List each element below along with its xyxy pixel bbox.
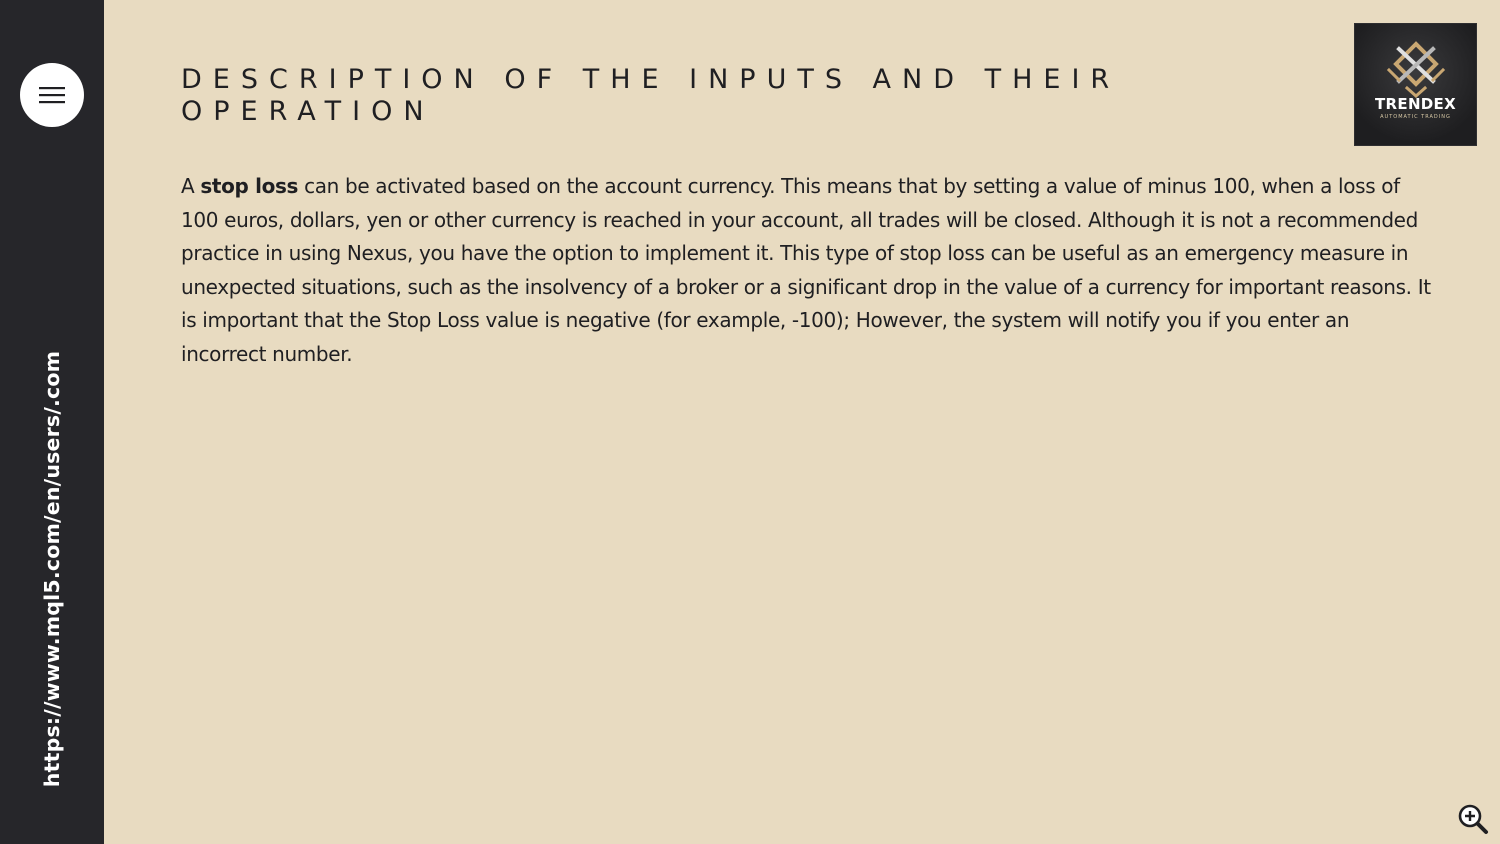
trendex-logo [1354, 23, 1477, 146]
sidebar [0, 0, 104, 844]
zoom-in-button[interactable] [1457, 803, 1489, 835]
description-paragraph [181, 170, 1431, 372]
menu-button[interactable] [20, 63, 84, 127]
sidebar-url-link[interactable]: https://www.mql5.com/en/users/.com [40, 350, 64, 788]
paragraph-body: can be activated based on the account currency. This means that by setting a value of minus 100, when a loss of 100 euros, dollars, yen or other currency is reached in your account, all trades will be closed. Although it is not a recommended practice in using Nexus, you have the option to implement it. This type of stop loss can be useful as an emergency measure in unexpected situations, such as the insolvency of a broker or a significant drop in the value of a currency for important reasons. It is important that the Stop Loss value is negative (for example, -100); However, the system will notify you if you enter an incorrect number. [181, 174, 1431, 366]
zoom-in-icon [1457, 803, 1489, 835]
logo-tagline: AUTOMATIC TRADING [1380, 114, 1451, 120]
page-title: DESCRIPTION OF THE INPUTS AND THEIR OPERATION [181, 64, 1121, 127]
logo-emblem-icon [1355, 24, 1478, 147]
paragraph-lead: A [181, 174, 201, 198]
logo-name: TRENDEX [1375, 95, 1456, 113]
hamburger-menu-icon [38, 84, 66, 106]
paragraph-bold-term: stop loss [200, 174, 299, 198]
